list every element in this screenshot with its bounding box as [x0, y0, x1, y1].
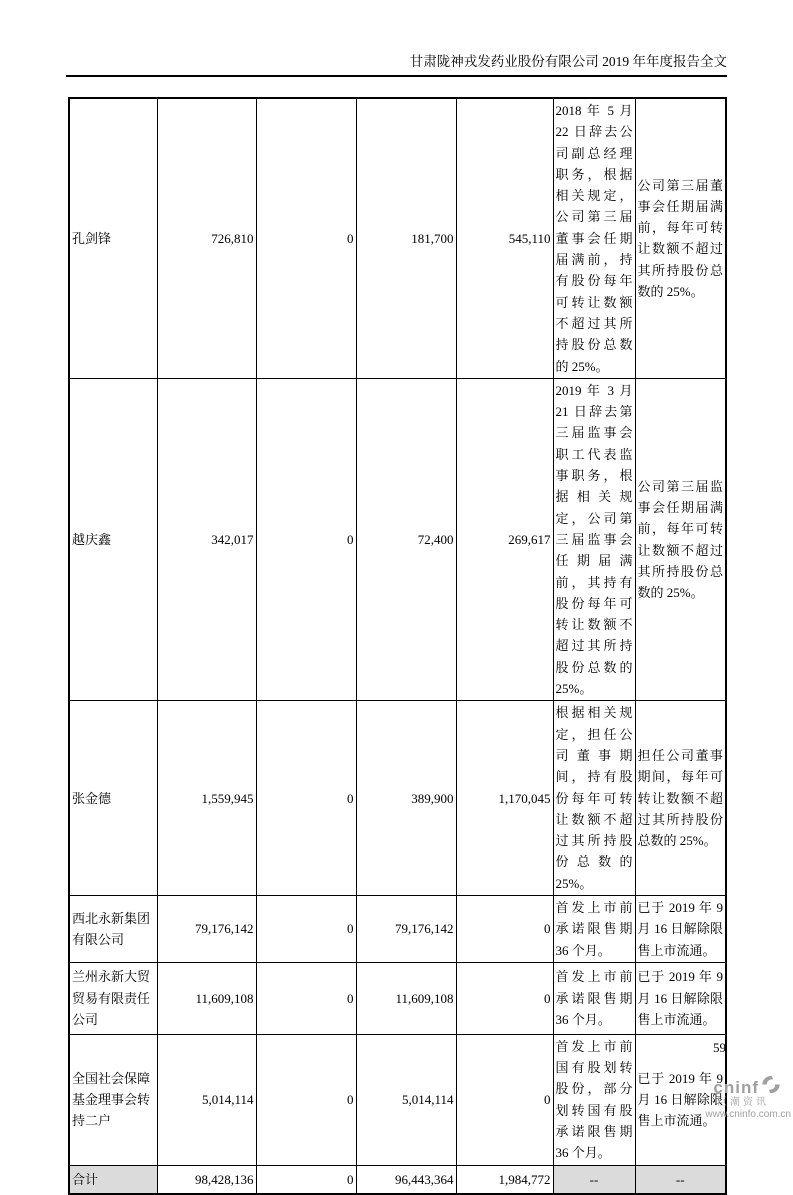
lockup-reason-cell: 2018 年 5 月 22 日辞去公司副总经理职务，根据相关规定，公司第三届董事会任期届满前，持有股份每年可转让数额不超过其所持股份总数的 25%。: [553, 98, 635, 378]
shares-value-cell: 0: [456, 1034, 553, 1165]
shares-value-cell: 0: [256, 98, 356, 378]
total-value-cell: 1,984,772: [456, 1165, 553, 1194]
shares-value-cell: 5,014,114: [157, 1034, 256, 1165]
total-value-cell: 0: [256, 1165, 356, 1194]
shares-value-cell: 0: [256, 895, 356, 962]
holder-name-cell: 孔剑锋: [69, 98, 157, 378]
total-dash-cell: --: [553, 1165, 635, 1194]
header-rule: [66, 75, 727, 77]
table-row: [69, 378, 726, 700]
table-row: [69, 1034, 726, 1165]
shares-value-cell: 342,017: [157, 378, 256, 700]
shares-value-cell: 0: [256, 1034, 356, 1165]
holder-name-cell: 西北永新集团有限公司: [69, 895, 157, 962]
cninfo-brand-text: cninf: [713, 1077, 759, 1097]
shares-value-cell: 726,810: [157, 98, 256, 378]
total-value-cell: 98,428,136: [157, 1165, 256, 1194]
lockup-reason-cell: 首发上市前承诺限售期 36 个月。: [553, 895, 635, 962]
lockup-reason-cell: 首发上市前国有股划转股份，部分划转国有股承诺限售期 36 个月。: [553, 1034, 635, 1165]
shares-value-cell: 181,700: [356, 98, 456, 378]
page-number: 59: [713, 1040, 726, 1055]
release-note-cell: 担任公司董事期间，每年可转让数额不超过其所持股份总数的 25%。: [635, 701, 726, 896]
table-row: [69, 962, 726, 1034]
holder-name-cell: 全国社会保障基金理事会转持二户: [69, 1034, 157, 1165]
shares-value-cell: 269,617: [456, 378, 553, 700]
shares-value-cell: 0: [256, 701, 356, 896]
shares-value-cell: 389,900: [356, 701, 456, 896]
holder-name-cell: 兰州永新大贸贸易有限责任公司: [69, 962, 157, 1034]
cninfo-swirl-icon: [761, 1075, 781, 1099]
total-value-cell: 96,443,364: [356, 1165, 456, 1194]
release-note-cell: 已于 2019 年 9 月 16 日解除限售上市流通。: [635, 1034, 726, 1165]
release-note-cell: 公司第三届监事会任期届满前，每年可转让数额不超过其所持股份总数的 25%。: [635, 378, 726, 700]
shares-value-cell: 79,176,142: [356, 895, 456, 962]
shares-value-cell: 0: [456, 962, 553, 1034]
report-header-title: 甘肃陇神戎发药业股份有限公司 2019 年年度报告全文: [409, 54, 727, 69]
release-note-cell: 已于 2019 年 9 月 16 日解除限售上市流通。: [635, 895, 726, 962]
shares-value-cell: 72,400: [356, 378, 456, 700]
total-dash-cell: --: [635, 1165, 726, 1194]
holder-name-cell: 越庆鑫: [69, 378, 157, 700]
table-row: [69, 701, 726, 896]
shares-value-cell: 11,609,108: [356, 962, 456, 1034]
lockup-reason-cell: 2019 年 3 月 21 日辞去第三届监事会职工代表监事职务，根据相关规定，公司第三届监事会任期届满前，其持有股份每年可转让数额不超过其所持股份总数的 25%。: [553, 378, 635, 700]
shares-value-cell: 0: [256, 378, 356, 700]
table-total-row: [69, 1165, 726, 1194]
shares-value-cell: 5,014,114: [356, 1034, 456, 1165]
restricted-shares-table: [68, 97, 727, 1195]
shares-value-cell: 0: [256, 962, 356, 1034]
shares-value-cell: 0: [456, 895, 553, 962]
holder-name-cell: 张金德: [69, 701, 157, 896]
release-note-cell: 已于 2019 年 9 月 16 日解除限售上市流通。: [635, 962, 726, 1034]
cninfo-chinese-name: 巨潮资讯: [717, 1097, 769, 1108]
shares-value-cell: 545,110: [456, 98, 553, 378]
shares-value-cell: 11,609,108: [157, 962, 256, 1034]
cninfo-logo: [673, 1075, 791, 1121]
shares-value-cell: 79,176,142: [157, 895, 256, 962]
table-row: [69, 895, 726, 962]
lockup-reason-cell: 根据相关规定，担任公司董事期间，持有股份每年可转让数额不超过其所持股份总数的 25%。: [553, 701, 635, 896]
lockup-reason-cell: 首发上市前承诺限售期 36 个月。: [553, 962, 635, 1034]
table-row: [69, 98, 726, 378]
total-label-cell: 合计: [69, 1165, 157, 1194]
shares-value-cell: 1,559,945: [157, 701, 256, 896]
cninfo-url: www.cninfo.com.cn: [705, 1109, 791, 1120]
shares-value-cell: 1,170,045: [456, 701, 553, 896]
release-note-cell: 公司第三届董事会任期届满前，每年可转让数额不超过其所持股份总数的 25%。: [635, 98, 726, 378]
